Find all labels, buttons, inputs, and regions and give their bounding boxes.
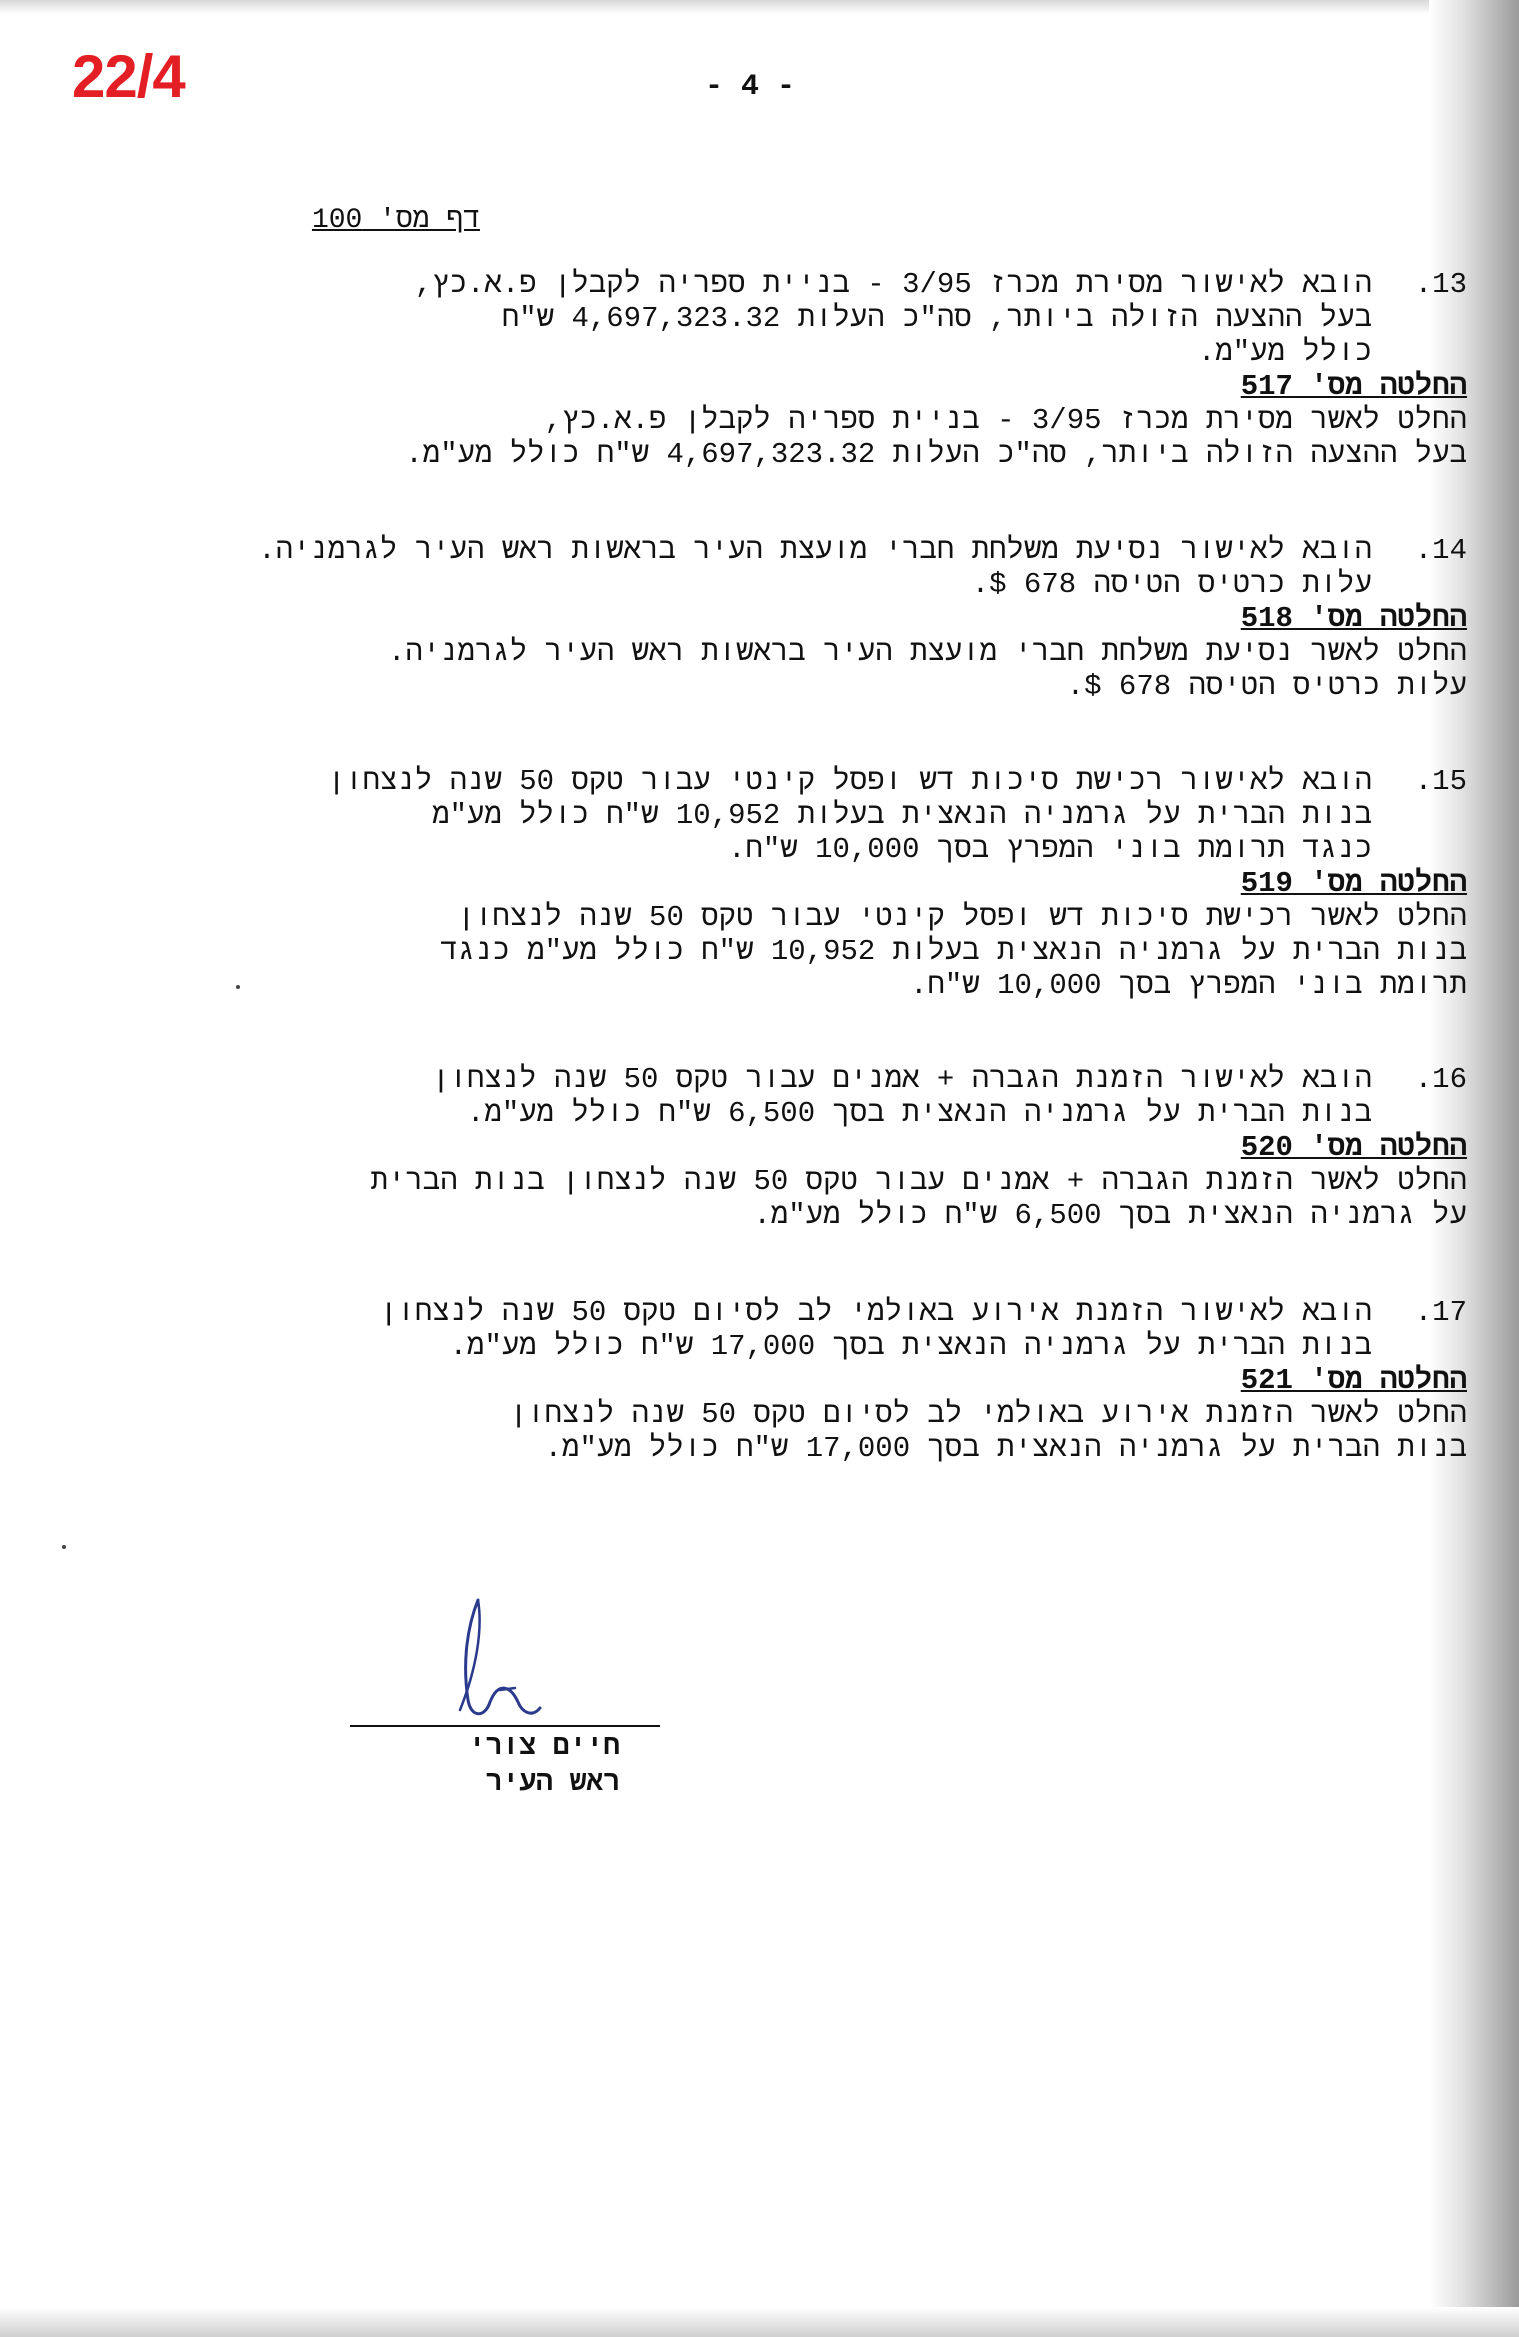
scan-speck bbox=[236, 985, 240, 989]
proposal-line: כולל מע"מ. bbox=[1197, 336, 1372, 369]
proposal-line: בנות הברית על גרמניה הנאצית בעלות 10,952 ש"ח כולל מע"מ bbox=[432, 799, 1372, 832]
item-decision bbox=[60, 1398, 1467, 1466]
proposal-line: הובא לאישור הזמנת אירוע באולמי לב לסיום טקס 50 שנה לנצחון bbox=[380, 1296, 1372, 1329]
decision-label: החלטה מס' 518 bbox=[1240, 602, 1467, 635]
signature-stroke bbox=[460, 1600, 480, 1710]
item-decision bbox=[60, 404, 1467, 472]
scan-speck bbox=[62, 1545, 66, 1549]
proposal-line: הובא לאישור הזמנת הגברה + אמנים עבור טקס 50 שנה לנצחון bbox=[432, 1063, 1372, 1096]
agenda-item-13 bbox=[60, 268, 1467, 472]
agenda-item-15 bbox=[60, 765, 1467, 1003]
signatory-name: חיים צורי bbox=[468, 1732, 620, 1763]
decision-label: החלטה מס' 520 bbox=[1240, 1131, 1467, 1164]
proposal-line: הובא לאישור מסירת מכרז 3/95 - בניית ספריה לקבלן פ.א.כץ, bbox=[414, 268, 1372, 301]
item-number: .16 bbox=[1414, 1063, 1467, 1096]
item-proposal bbox=[60, 1296, 1372, 1364]
proposal-line: בעל ההצעה הזולה ביותר, סה"כ העלות 4,697,323.32 ש"ח bbox=[501, 302, 1372, 335]
signature-block bbox=[350, 1590, 660, 1810]
item-proposal bbox=[60, 765, 1372, 867]
decision-line: עלות כרטיס הטיסה 678 $. bbox=[1066, 670, 1467, 703]
proposal-line: עלות כרטיס הטיסה 678 $. bbox=[971, 568, 1372, 601]
decision-line: בנות הברית על גרמניה הנאצית בסך 17,000 ש"ח כולל מע"מ. bbox=[544, 1432, 1467, 1465]
item-proposal bbox=[60, 268, 1372, 370]
page-number: - 4 - bbox=[705, 70, 796, 104]
proposal-line: בנות הברית על גרמניה הנאצית בסך 17,000 ש"ח כולל מע"מ. bbox=[449, 1330, 1372, 1363]
decision-line: החלט לאשר נסיעת משלחת חברי מועצת העיר בראשות ראש העיר לגרמניה. bbox=[388, 636, 1467, 669]
item-number: .17 bbox=[1414, 1296, 1467, 1329]
agenda-item-17 bbox=[60, 1296, 1467, 1466]
decision-line: החלט לאשר הזמנת הגברה + אמנים עבור טקס 50 שנה לנצחון בנות הברית bbox=[370, 1165, 1467, 1198]
item-decision bbox=[60, 1165, 1467, 1233]
proposal-line: כנגד תרומת בוני המפרץ בסך 10,000 ש"ח. bbox=[728, 833, 1372, 866]
scan-bottom-edge bbox=[0, 2307, 1519, 2337]
item-proposal bbox=[60, 534, 1372, 602]
agenda-item-14 bbox=[60, 534, 1467, 704]
scan-top-edge bbox=[0, 0, 1519, 14]
proposal-line: הובא לאישור רכישת סיכות דש ופסל קינטי עבור טקס 50 שנה לנצחון bbox=[327, 765, 1372, 798]
date-stamp: 22/4 bbox=[72, 43, 185, 110]
decision-line: בעל ההצעה הזולה ביותר, סה"כ העלות 4,697,323.32 ש"ח כולל מע"מ. bbox=[405, 438, 1467, 471]
signature-scribble bbox=[350, 1590, 660, 1730]
decision-line: על גרמניה הנאצית בסך 6,500 ש"ח כולל מע"מ. bbox=[753, 1199, 1467, 1232]
item-decision bbox=[60, 901, 1467, 1003]
item-number: .14 bbox=[1414, 534, 1467, 567]
proposal-line: בנות הברית על גרמניה הנאצית בסך 6,500 ש"ח כולל מע"מ. bbox=[467, 1097, 1372, 1130]
signatory-title: ראש העיר bbox=[485, 1768, 620, 1799]
decision-label: החלטה מס' 517 bbox=[1240, 370, 1467, 403]
item-number: .15 bbox=[1414, 765, 1467, 798]
decision-label: החלטה מס' 519 bbox=[1240, 867, 1467, 900]
item-decision bbox=[60, 636, 1467, 704]
decision-line: בנות הברית על גרמניה הנאצית בעלות 10,952 ש"ח כולל מע"מ כנגד bbox=[440, 935, 1467, 968]
decision-line: תרומת בוני המפרץ בסך 10,000 ש"ח. bbox=[910, 969, 1467, 1002]
proposal-line: הובא לאישור נסיעת משלחת חברי מועצת העיר בראשות ראש העיר לגרמניה. bbox=[258, 534, 1372, 567]
decision-label: החלטה מס' 521 bbox=[1240, 1364, 1467, 1397]
decision-line: החלט לאשר הזמנת אירוע באולמי לב לסיום טקס 50 שנה לנצחון bbox=[509, 1398, 1467, 1431]
item-proposal bbox=[60, 1063, 1372, 1131]
decision-line: החלט לאשר מסירת מכרז 3/95 - בניית ספריה לקבלן פ.א.כץ, bbox=[544, 404, 1467, 437]
page-reference: דף מס' 100 bbox=[311, 205, 480, 236]
decision-line: החלט לאשר רכישת סיכות דש ופסל קינטי עבור טקס 50 שנה לנצחון bbox=[457, 901, 1467, 934]
agenda-item-16 bbox=[60, 1063, 1467, 1233]
signature-line bbox=[350, 1725, 660, 1727]
item-number: .13 bbox=[1414, 268, 1467, 301]
